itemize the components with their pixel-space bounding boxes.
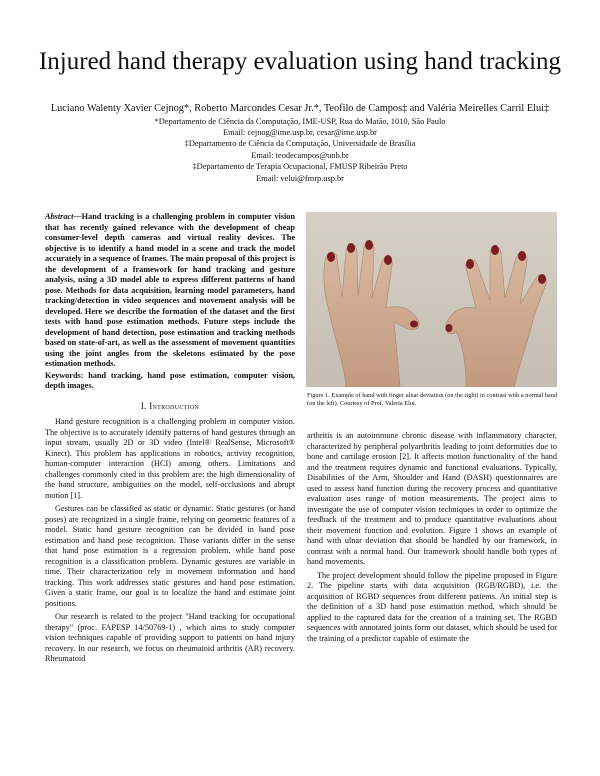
section-heading-introduction: I. Introduction (140, 400, 200, 411)
left-body (45, 417, 295, 665)
right-body (307, 431, 557, 647)
affiliation-3: ‡Departamento de Terapia Ocupacional, FMUSP Ribeirão Preto (192, 162, 408, 171)
paragraph: The project development should follow the pipeline proposed in Figure 2. The pipeline starts with data acquisition (RGB/RGBD), i.e. the acquisition of RGBD sequences from different patients. An initial step is the definition of a 3D hand pose estimation method, which should be applied to the captured data for the creation of a training set. The RGBD sequences with annotated joints form our dataset, which should be used for the training of a predictor capable of estimate the (307, 570, 557, 643)
figure-caption: Figure 1. Example of hand with finger ulnar deviation (on the right) in contrast with a normal hand (on the left). Courtesy of Prof. Valeria Elui. (307, 392, 557, 408)
figure-hands-photo (306, 212, 557, 387)
keywords: Keywords: hand tracking, hand pose estimation, computer vision, depth images. (45, 370, 295, 390)
paragraph: Our research is related to the project "Hand tracking for occupational therapy" (proc. FAPESP 14/50769-1) , which aims to study computer vision techniques capable of providing support to patients on hand injury recovery. In our research, we focus on rheumatoid arthritis (AR) recovery. Rheumatoid (45, 612, 295, 663)
abstract-text: —Hand tracking is a challenging problem in computer vision that has recently gained relevance with the development of cheap consumer-level depth cameras and virtual reality devices. The objective is to identify a hand model in a scene and track the model accurately in a sequence of frames. The main proposal of this project is the development of a framework for hand tracking and gesture analysis, using a 3D model able to express different patterns of hand pose. Methods for data acquisition, learning model parameters, hand tracking/detection in video sequences and movement analysis will be developed. Here we describe the formation of the dataset and the first tests with hand pose estimation methods. Future steps include the development of hand detection, pose estimation and tracking methods based on state-of-art, as well as the assessment of movement quantities using the joint angles from the skeletons estimated by the pose estimation methods. (45, 212, 295, 368)
author-list: Luciano Walenty Xavier Cejnog*, Roberto Marcondes Cesar Jr.*, Teofilo de Campos‡ and Valéria Meirelles Carril Elui‡ (50, 103, 550, 114)
paragraph: arthritis is an autoimmune chronic disease with inflammatory character, characterized by peripheral polyarthritis leading to joint deformities due to bone and cartilage erosion [2]. It affects motion functionality of the hand and the treatment requires dynamic and functional evaluations. Typically, Disabilities of the Arm, Shoulder and Hand (DASH) questionnaires are used to assess hand function during the recovery process and quantitative evaluation uses range of motion measurements. The project aims to investigate the use of computer vision techniques in order to optimize the feedback of the treatment and to produce quantitative evaluations about their movement function and evolution. Figure 1 shows an example of hand with ulnar deviation that should be handled by our framework, in contrast with a normal hand. Our framework should handle both types of hand movements. (307, 431, 557, 566)
email-3: Email: velui@fmrp.usp.br (256, 174, 344, 183)
email-1: Email: cejnog@ime.usp.br, cesar@ime.usp.br (223, 128, 377, 137)
paragraph: Hand gesture recognition is a challenging problem in computer vision. The objective is to accurately identify patterns of hand gestures through an input stream, usually 2D or 3D video (Intel® RealSense, Microsoft® Kinect). This problem has applications in robotics, activity recognition, human-computer interaction (HCI) among others. Limitations and challenges commonly cited in this problem are: the high dimensionality of the hand structure, ambiguities on the model, self-occlusions and abrupt motion [1]. (45, 417, 295, 500)
affiliation-1: *Departamento de Ciência da Computação, IME-USP, Rua do Matão, 1010, São Paulo (154, 117, 446, 126)
paragraph: Gestures can be classified as static or dynamic. Static gestures (or hand poses) are recognized in a single frame, relying on geometric features of a model. Static hand gesture recognition can be divided in hand pose estimation and hand pose recognition. Those variants differ in the sense that hand pose estimation is a regression problem, while hand pose recognition is a classification problem. Dynamic gestures are variable in time. Their characterization rely in movement information and hand tracking. This work addresses static gestures and hand pose estimation. Given a static frame, our goal is to localize the hand and estimate joint positions. (45, 504, 295, 608)
affiliation-2: ‡Departamento de Ciência da Computação, Universidade de Brasília (184, 139, 416, 148)
paper-title: Injured hand therapy evaluation using hand tracking (38, 48, 562, 75)
abstract-label: Abstract (45, 212, 74, 221)
abstract (45, 212, 295, 668)
hands-illustration (306, 212, 557, 387)
email-2: Email: teodecampos@unb.br (251, 151, 349, 160)
